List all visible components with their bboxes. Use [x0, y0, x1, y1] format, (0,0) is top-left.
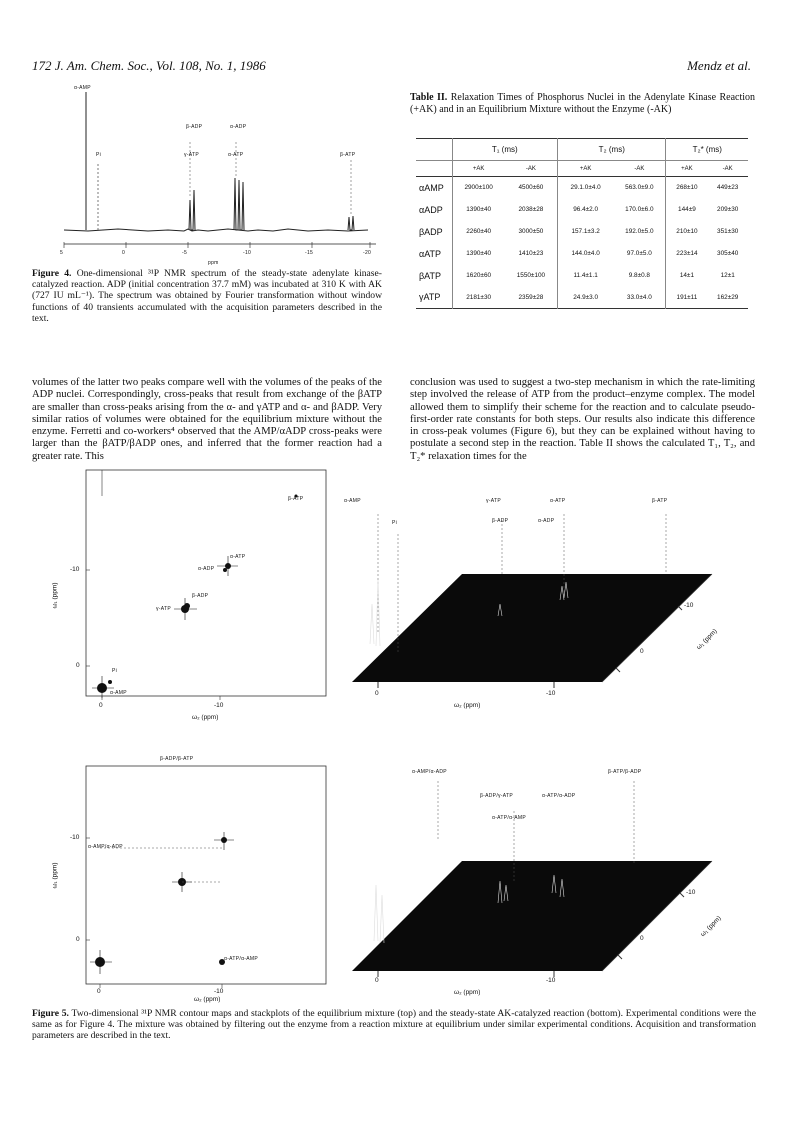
table-cell: 351±30 — [717, 228, 739, 235]
x-axis-label: ppm — [208, 260, 219, 266]
running-header-left: 172 J. Am. Chem. Soc., Vol. 108, No. 1, 1986 — [32, 58, 266, 73]
label-b-atp: β-ATP — [288, 496, 304, 502]
xtick: 0 — [375, 977, 379, 984]
label-b-atp: β-ATP — [340, 152, 356, 158]
ytick: 0 — [76, 936, 80, 943]
label-a-adp: α-ADP — [198, 566, 215, 572]
col-group-t2star: T₂* (ms) — [692, 145, 722, 154]
label-a-atp: α-ATP — [550, 498, 566, 504]
label-b-atp: β-ATP — [652, 498, 668, 504]
table-cell: 449±23 — [717, 184, 739, 192]
label-a-adp: α-ADP — [230, 124, 247, 130]
body-text-left: volumes of the latter two peaks compare well with the volumes of the peaks of the ADP nuclei. Correspondingly, cross-peaks that result from exchange of the βATP are smaller than cross-peaks arising from the α- and γATP and α- and βADP. Very similar ratios of volumes were obtained for the equilibrium mixture without the enzyme. Ferretti and co-workers⁴ observed that the AMP/αADP cross-peaks were larger than the βATP/βADP ones, and inferred that the former reaction had a greater rate. This — [32, 377, 382, 462]
label-a-amp-a-adp: α-AMP/α-ADP — [88, 844, 123, 850]
table-cell: 1390±40 — [466, 206, 492, 213]
table-cell: 33.0±4.0 — [613, 287, 666, 309]
xtick: -10 — [214, 988, 224, 995]
table-cell: 1390±40 — [466, 250, 492, 257]
table-cell: 2181±30 — [466, 293, 492, 301]
table-cell: 97.0±5.0 — [613, 243, 666, 265]
col-header: +AK — [472, 165, 485, 172]
col-header: -AK — [505, 161, 558, 177]
xtick: -5 — [182, 250, 188, 256]
xtick: -10 — [214, 702, 224, 709]
figure-5-top-contour — [52, 466, 328, 728]
y-axis-label: ω₁ (ppm) — [51, 582, 59, 609]
x-axis-label: ω₂ (ppm) — [454, 702, 481, 709]
table-cell: 96.4±2.0 — [573, 206, 599, 213]
label-b-adp-g-atp: β-ADP/γ-ATP — [480, 793, 514, 799]
table-cell: 2260±40 — [466, 228, 492, 235]
table-row — [416, 243, 748, 265]
label-a-amp: α-AMP — [74, 85, 91, 91]
label-a-atp: α-ATP — [230, 554, 246, 560]
row-label: γATP — [416, 287, 452, 309]
table-cell: 29.1.0±4.0 — [570, 184, 601, 192]
table-cell: 162±29 — [717, 293, 739, 301]
caption-text: One-dimensional ³¹P NMR spectrum of the steady-state adenylate kinase-catalyzed reaction. ADP (initial concentration 37.7 mM) was incubated at 310 K with AK (727 IU mL⁻¹). The spectrum was obtained by Fourier transformation without window functions of 40 transients accumulated with the acquisition parameters described in the text. — [32, 268, 382, 324]
table-cell: 12±1 — [720, 272, 735, 279]
label-b-adp: β-ADP — [192, 593, 209, 599]
table-cell: 157.1±3.2 — [571, 228, 600, 235]
table-cell: 223±14 — [676, 250, 698, 257]
body-text-right: conclusion was used to suggest a two-step mechanism in which the rate-limiting step involved the release of ATP from the product–enzyme complex. The model allowed them to simplify their scheme for the reaction and to calculate pseudo-first-order rate constants for both steps. Our results also indicate this difference in cross-peak volumes (Figure 6), but they can be explained without having to postulate a second step in the reaction. Table II shows the calculated T₁, T₂, and T₂* relaxation times for the — [410, 377, 755, 462]
table-title-text: Relaxation Times of Phosphorus Nuclei in the Adenylate Kinase Reaction (+AK) and in an Equilibrium Mixture without the Enzyme (-AK) — [410, 92, 755, 115]
label-b-atp-b-adp: β-ATP/β-ADP — [608, 769, 642, 775]
label-a-amp: α-AMP — [344, 498, 361, 504]
label-g-atp: γ-ATP — [486, 498, 502, 504]
table-cell: 192.0±5.0 — [613, 221, 666, 243]
table-cell: 24.9±3.0 — [573, 293, 599, 301]
figure-5-bottom-stackplot — [342, 765, 756, 1001]
label-pi: Pi — [392, 520, 398, 526]
label-pi: Pi — [112, 668, 118, 674]
table-2-title — [410, 92, 755, 115]
y-axis-label: ω₁ (ppm) — [699, 914, 723, 939]
figure-4-spectrum — [58, 82, 388, 272]
table-row — [416, 265, 748, 287]
label-a-amp: α-AMP — [110, 690, 127, 696]
col-header: +AK — [681, 165, 693, 172]
xtick: 0 — [122, 250, 126, 256]
table-cell: 1550±100 — [505, 265, 558, 287]
row-label: βATP — [416, 265, 452, 287]
figure-5-bottom-contour — [52, 752, 328, 1004]
table-cell: 11.4±1.1 — [573, 272, 598, 279]
table-2 — [416, 138, 748, 309]
table-cell: 1620±60 — [466, 272, 492, 279]
table-cell: 1410±23 — [505, 243, 558, 265]
table-cell: 2359±28 — [505, 287, 558, 309]
ytick: 0 — [76, 662, 80, 669]
label-b-adp-b-atp: β-ADP/β-ATP — [160, 756, 194, 762]
row-label: αADP — [416, 199, 452, 221]
table-cell: 4500±60 — [505, 177, 558, 199]
label-pi: Pi — [96, 152, 102, 158]
col-header: -AK — [722, 165, 733, 172]
caption-title: Figure 5. — [32, 1008, 69, 1019]
table-cell: 9.8±0.8 — [613, 265, 666, 287]
ytick: -10 — [684, 602, 694, 609]
label-b-adp: β-ADP — [186, 124, 203, 130]
table-cell: 144±9 — [678, 206, 696, 213]
label-a-amp-a-adp: α-AMP/α-ADP — [412, 769, 447, 775]
xtick: -20 — [363, 250, 372, 256]
table-row — [416, 177, 748, 199]
table-cell: 268±10 — [676, 184, 698, 192]
label-a-atp-a-amp: α-ATP/α-AMP — [224, 956, 258, 962]
table-cell: 191±11 — [676, 293, 698, 301]
x-axis-label: ω₂ (ppm) — [454, 989, 481, 996]
ytick: 0 — [640, 648, 644, 655]
row-label: αAMP — [416, 177, 452, 199]
table-cell: 2038±28 — [505, 199, 558, 221]
table-cell: 3000±50 — [505, 221, 558, 243]
row-label: βADP — [416, 221, 452, 243]
table-cell: 210±10 — [676, 228, 698, 235]
table-cell: 170.0±6.0 — [613, 199, 666, 221]
x-axis-label: ω₂ (ppm) — [194, 996, 221, 1003]
xtick: 5 — [60, 250, 64, 256]
xtick: -15 — [305, 250, 314, 256]
table-cell: 14±1 — [679, 272, 694, 279]
x-axis-label: ω₂ (ppm) — [192, 714, 219, 721]
caption-text: Two-dimensional ³¹P NMR contour maps and stackplots of the equilibrium mixture (top) and the steady-state AK-catalyzed reaction (bottom). Experimental conditions were the same as for Figure 4. The mixture was obtained by filtering out the enzyme from a reaction mixture at equilibrium under similar experimental conditions. Acquisition and transformation parameters are described in the text. — [32, 1008, 756, 1042]
label-a-atp: α-ATP — [228, 152, 244, 158]
table-row — [416, 287, 748, 309]
row-label: αATP — [416, 243, 452, 265]
label-a-atp-a-adp: α-ATP/α-ADP — [542, 793, 576, 799]
label-a-atp-a-amp: α-ATP/α-AMP — [492, 815, 526, 821]
table-cell: 144.0±4.0 — [571, 250, 600, 257]
col-header: +AK — [579, 165, 592, 172]
table-cell: 2900±100 — [464, 184, 493, 192]
xtick: 0 — [97, 988, 101, 995]
running-header-right: Mendz et al. — [687, 58, 751, 73]
xtick: -10 — [243, 250, 252, 256]
xtick: -10 — [546, 690, 556, 697]
y-axis-label: ω₁ (ppm) — [695, 627, 719, 652]
table-cell: 209±30 — [717, 206, 739, 213]
figure-5-top-stackplot — [342, 494, 756, 712]
table-cell: 305±40 — [717, 250, 739, 257]
xtick: 0 — [99, 702, 103, 709]
ytick: 0 — [640, 935, 644, 942]
col-group-t2: T₂ (ms) — [558, 139, 666, 161]
y-axis-label: ω₁ (ppm) — [51, 862, 59, 889]
ytick: -10 — [70, 566, 80, 573]
xtick: -10 — [546, 977, 556, 984]
figure-4-caption — [32, 268, 382, 324]
label-a-adp: α-ADP — [538, 518, 555, 524]
table-row — [416, 199, 748, 221]
ytick: -10 — [70, 834, 80, 841]
table-cell: 563.0±9.0 — [613, 177, 666, 199]
col-header: -AK — [613, 161, 666, 177]
ytick: -10 — [686, 889, 696, 896]
label-b-adp: β-ADP — [492, 518, 509, 524]
table-row — [416, 221, 748, 243]
figure-5-caption — [32, 1008, 756, 1042]
label-g-atp: γ-ATP — [156, 606, 172, 612]
xtick: 0 — [375, 690, 379, 697]
table-title: Table II. — [410, 92, 448, 103]
caption-title: Figure 4. — [32, 268, 72, 279]
label-g-atp: γ-ATP — [184, 152, 200, 158]
col-group-t1: T₁ (ms) — [452, 139, 558, 161]
